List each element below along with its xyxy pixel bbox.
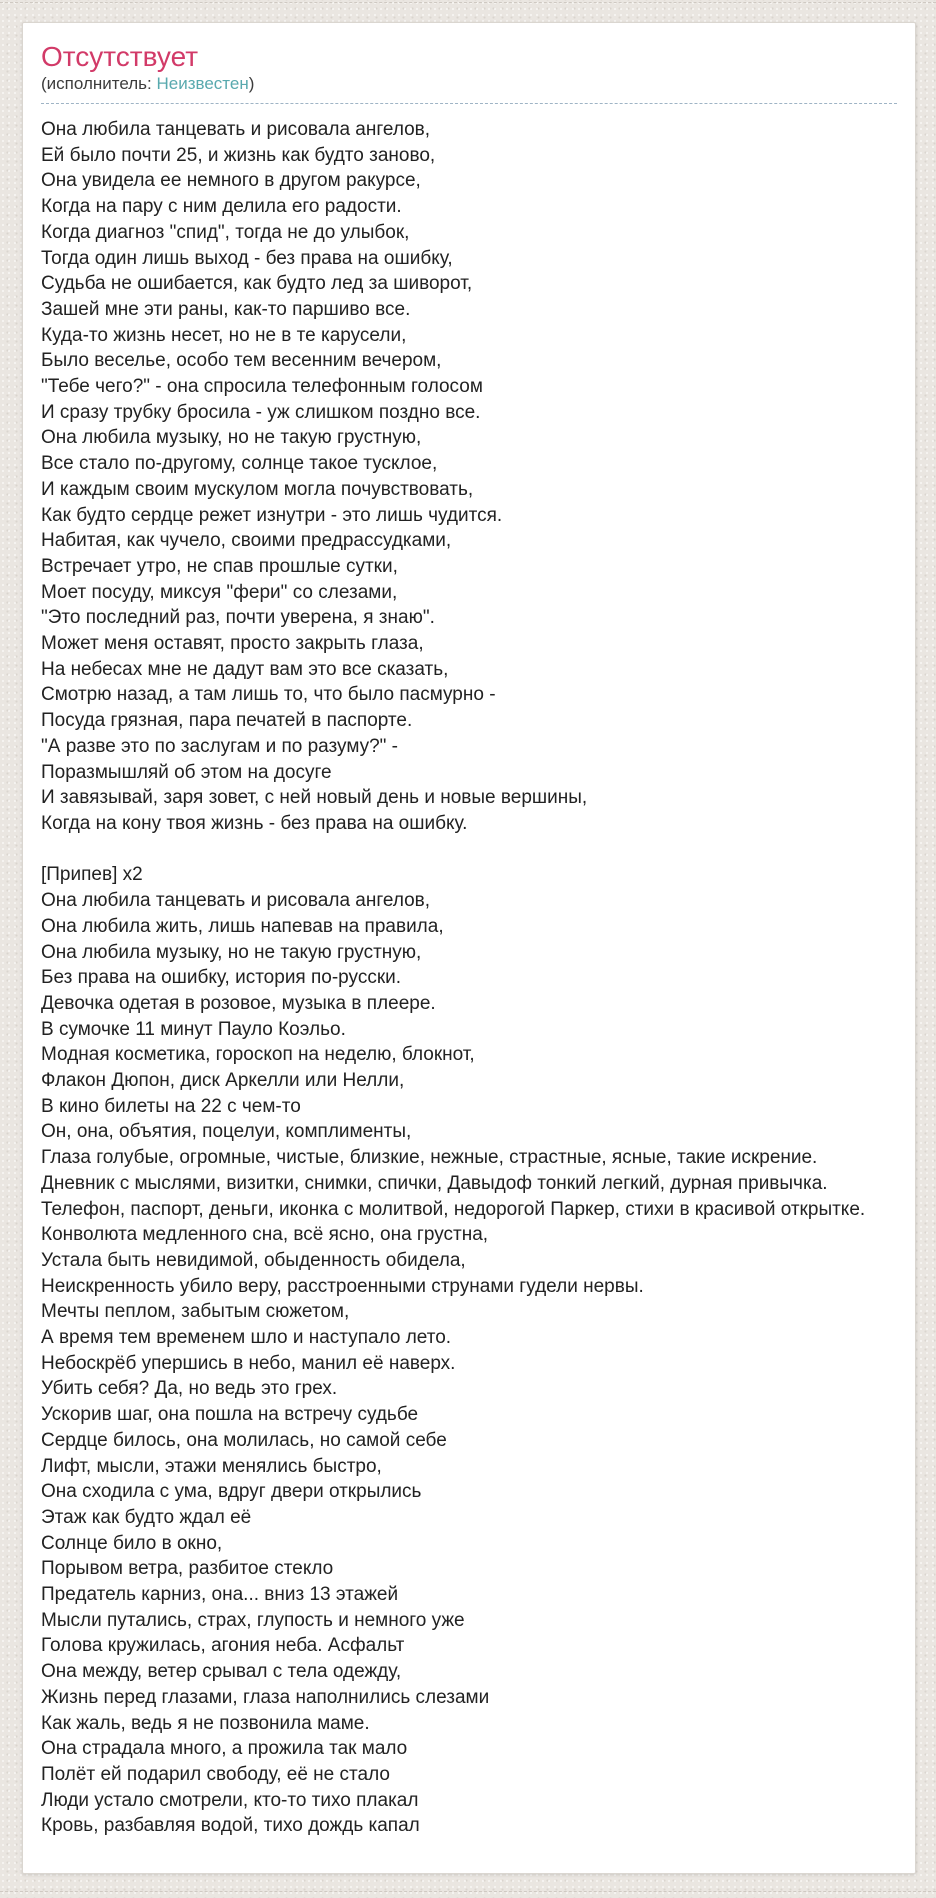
- lyrics-line: Она любила музыку, но не такую грустную,: [41, 425, 897, 451]
- lyrics-line: Куда-то жизнь несет, но не в те карусели,: [41, 323, 897, 349]
- lyrics-line: Зашей мне эти раны, как-то паршиво все.: [41, 297, 897, 323]
- page-title: Отсутствует: [41, 41, 199, 72]
- lyrics-line: [Припев] x2: [41, 862, 897, 888]
- lyrics-line: Она страдала много, а прожила так мало: [41, 1736, 897, 1762]
- artist-label-suffix: ): [248, 74, 255, 93]
- lyrics-line: Голова кружилась, агония неба. Асфальт: [41, 1633, 897, 1659]
- lyrics-line: Предатель карниз, она... вниз 13 этажей: [41, 1582, 897, 1608]
- lyrics-line: Она любила жить, лишь напевав на правила,: [41, 914, 897, 940]
- lyrics-line: "Это последний раз, почти уверена, я знаю".: [41, 605, 897, 631]
- lyrics-line: Мысли путались, страх, глупость и немного уже: [41, 1608, 897, 1634]
- lyrics-card: [22, 22, 916, 1874]
- lyrics-line: Устала быть невидимой, обыденность обидела,: [41, 1248, 897, 1274]
- lyrics-line: Девочка одетая в розовое, музыка в плеере.: [41, 991, 897, 1017]
- lyrics-line: Ускорив шаг, она пошла на встречу судьбе: [41, 1402, 897, 1428]
- lyrics-line: Модная косметика, гороскоп на неделю, блокнот,: [41, 1042, 897, 1068]
- background-bottom-dashed-line: [0, 1891, 936, 1892]
- lyrics-line: Солнце било в окно,: [41, 1531, 897, 1557]
- artist-line: [41, 74, 897, 104]
- lyrics-line: Глаза голубые, огромные, чистые, близкие, нежные, страстные, ясные, такие искрение.: [41, 1145, 897, 1171]
- lyrics-line: В сумочке 11 минут Пауло Коэльо.: [41, 1017, 897, 1043]
- lyrics-line: Она любила танцевать и рисовала ангелов,: [41, 117, 897, 143]
- lyrics-line: Она сходила с ума, вдруг двери открылись: [41, 1479, 897, 1505]
- lyrics-line: [41, 837, 897, 863]
- lyrics-line: На небесах мне не дадут вам это все сказать,: [41, 657, 897, 683]
- lyrics-line: Сердце билось, она молилась, но самой себе: [41, 1428, 897, 1454]
- lyrics-line: В кино билеты на 22 с чем-то: [41, 1094, 897, 1120]
- lyrics-line: Она любила танцевать и рисовала ангелов,: [41, 888, 897, 914]
- artist-label-prefix: (исполнитель:: [41, 74, 157, 93]
- lyrics-line: Когда диагноз "спид", тогда не до улыбок,: [41, 220, 897, 246]
- lyrics-line: Смотрю назад, а там лишь то, что было пасмурно -: [41, 682, 897, 708]
- lyrics-line: "А разве это по заслугам и по разуму?" -: [41, 734, 897, 760]
- lyrics-line: Флакон Дюпон, диск Аркелли или Нелли,: [41, 1068, 897, 1094]
- lyrics-line: Конволюта медленного сна, всё ясно, она грустна,: [41, 1222, 897, 1248]
- lyrics-line: Лифт, мысли, этажи менялись быстро,: [41, 1454, 897, 1480]
- lyrics-line: Моет посуду, миксуя "фери" со слезами,: [41, 580, 897, 606]
- lyrics-line: Все стало по-другому, солнце такое тусклое,: [41, 451, 897, 477]
- lyrics-line: Поразмышляй об этом на досуге: [41, 760, 897, 786]
- lyrics-line: Жизнь перед глазами, глаза наполнились слезами: [41, 1685, 897, 1711]
- lyrics-line: Встречает утро, не спав прошлые сутки,: [41, 554, 897, 580]
- lyrics-line: Как будто сердце режет изнутри - это лишь чудится.: [41, 503, 897, 529]
- lyrics-line: Когда на пару с ним делила его радости.: [41, 194, 897, 220]
- lyrics-line: Люди устало смотрели, кто-то тихо плакал: [41, 1788, 897, 1814]
- lyrics-line: Она увидела ее немного в другом ракурсе,: [41, 168, 897, 194]
- lyrics-line: Порывом ветра, разбитое стекло: [41, 1556, 897, 1582]
- lyrics-line: И каждым своим мускулом могла почувствовать,: [41, 477, 897, 503]
- lyrics-line: Когда на кону твоя жизнь - без права на ошибку.: [41, 811, 897, 837]
- lyrics-line: Набитая, как чучело, своими предрассудками,: [41, 528, 897, 554]
- lyrics-line: Кровь, разбавляя водой, тихо дождь капал: [41, 1813, 897, 1839]
- lyrics-line: Этаж как будто ждал её: [41, 1505, 897, 1531]
- lyrics-line: Было веселье, особо тем весенним вечером,: [41, 348, 897, 374]
- lyrics-line: Телефон, паспорт, деньги, иконка с молитвой, недорогой Паркер, стихи в красивой открытке.: [41, 1197, 897, 1223]
- lyrics-line: Тогда один лишь выход - без права на ошибку,: [41, 246, 897, 272]
- lyrics-line: Посуда грязная, пара печатей в паспорте.: [41, 708, 897, 734]
- lyrics-line: Убить себя? Да, но ведь это грех.: [41, 1376, 897, 1402]
- lyrics: [41, 117, 897, 1839]
- background-top-dashed-line: [0, 2, 936, 3]
- lyrics-line: Неискренность убило веру, расстроенными струнами гудели нервы.: [41, 1274, 897, 1300]
- lyrics-line: Ей было почти 25, и жизнь как будто заново,: [41, 143, 897, 169]
- lyrics-line: А время тем временем шло и наступало лето.: [41, 1325, 897, 1351]
- lyrics-line: И сразу трубку бросила - уж слишком поздно все.: [41, 400, 897, 426]
- lyrics-line: Дневник с мыслями, визитки, снимки, спички, Давыдоф тонкий легкий, дурная привычка.: [41, 1171, 897, 1197]
- lyrics-line: Может меня оставят, просто закрыть глаза,: [41, 631, 897, 657]
- lyrics-line: Он, она, объятия, поцелуи, комплименты,: [41, 1119, 897, 1145]
- lyrics-line: "Тебе чего?" - она спросила телефонным голосом: [41, 374, 897, 400]
- lyrics-line: Как жаль, ведь я не позвонила маме.: [41, 1711, 897, 1737]
- lyrics-line: Судьба не ошибается, как будто лед за шиворот,: [41, 271, 897, 297]
- lyrics-line: Небоскрёб упершись в небо, манил её наверх.: [41, 1351, 897, 1377]
- lyrics-line: И завязывай, заря зовет, с ней новый день и новые вершины,: [41, 785, 897, 811]
- artist-link[interactable]: Неизвестен: [156, 74, 249, 93]
- lyrics-line: Она между, ветер срывал с тела одежду,: [41, 1659, 897, 1685]
- lyrics-line: Она любила музыку, но не такую грустную,: [41, 940, 897, 966]
- lyrics-line: Полёт ей подарил свободу, её не стало: [41, 1762, 897, 1788]
- lyrics-line: Без права на ошибку, история по-русски.: [41, 965, 897, 991]
- lyrics-line: Мечты пеплом, забытым сюжетом,: [41, 1299, 897, 1325]
